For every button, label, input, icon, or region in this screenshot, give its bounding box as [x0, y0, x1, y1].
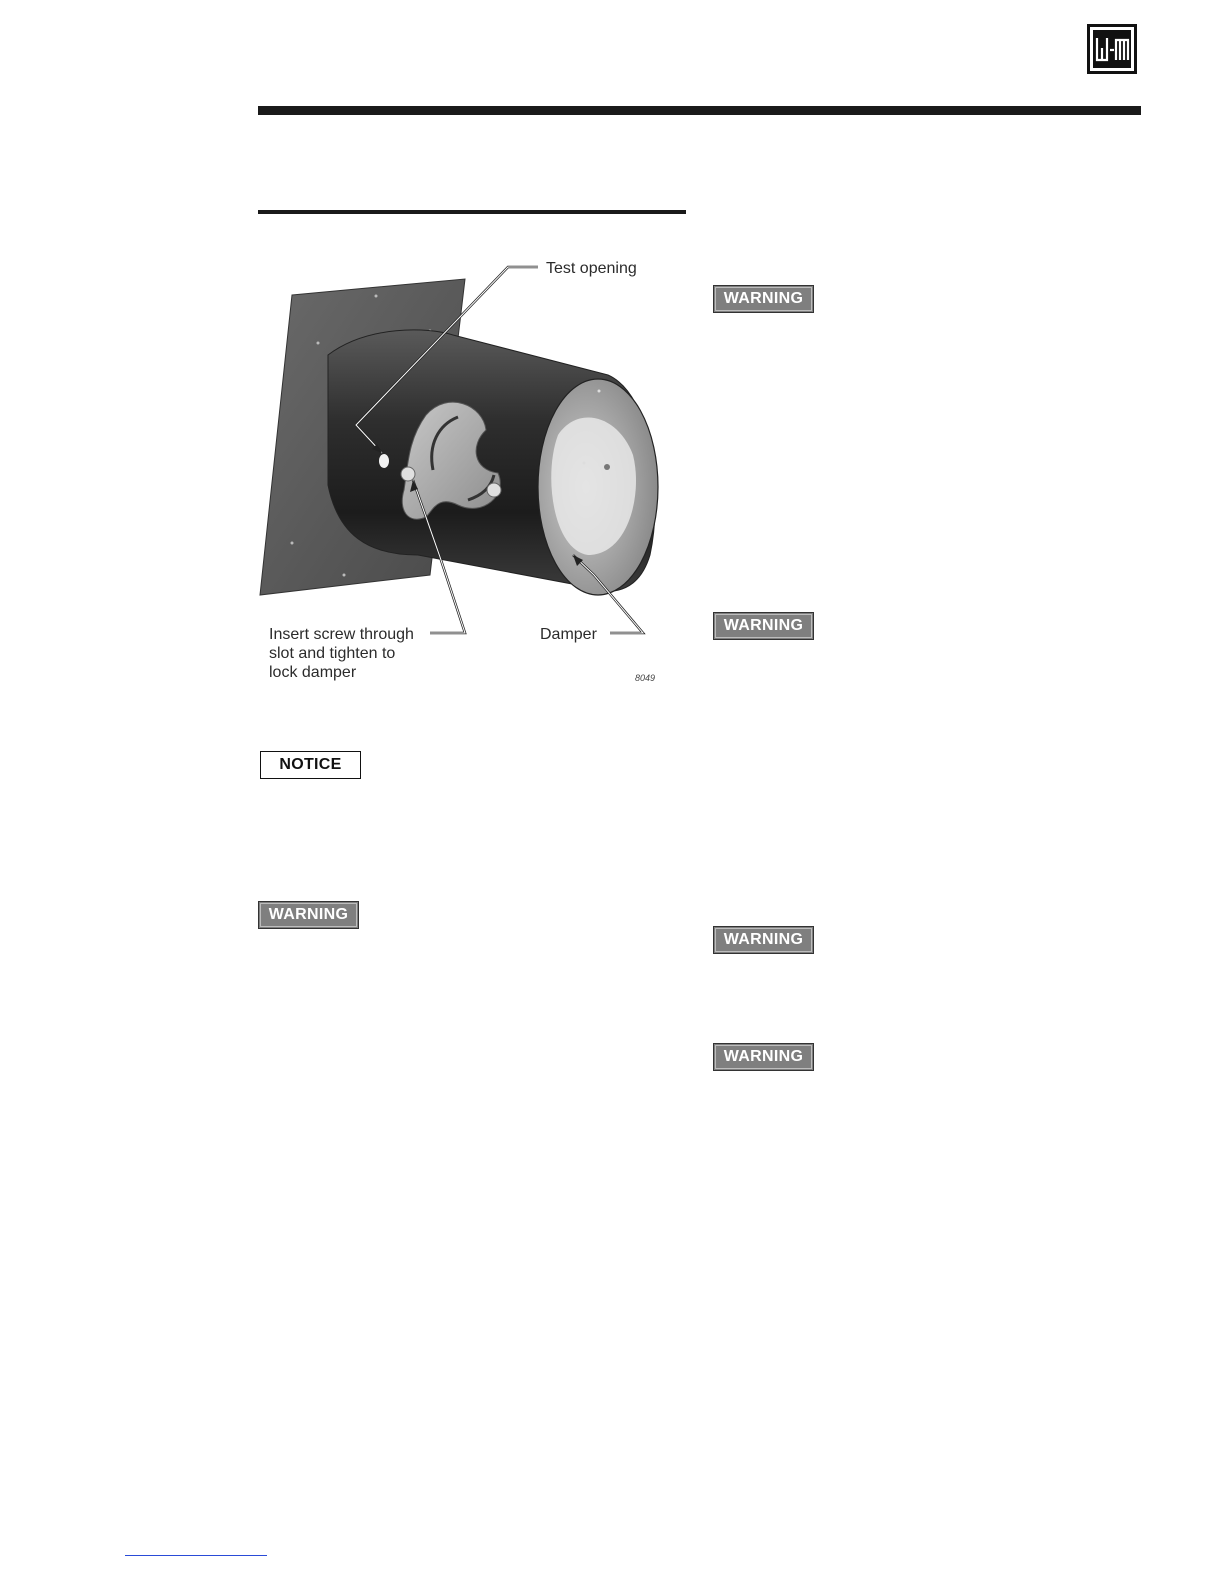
company-logo	[1087, 24, 1137, 74]
notice-badge	[260, 751, 361, 779]
warning-badge-right-1	[713, 285, 814, 313]
warning-badge-label: WARNING	[723, 931, 804, 948]
section-rule	[258, 210, 686, 214]
warning-badge-right-4	[713, 1043, 814, 1071]
warning-badge-label: WARNING	[268, 906, 349, 923]
warning-badge-right-3	[713, 926, 814, 954]
header-rule	[258, 106, 1141, 115]
warning-badge-right-2	[713, 612, 814, 640]
label-insert-line2: slot and tighten to	[269, 645, 396, 662]
notice-badge-label: NOTICE	[279, 756, 342, 773]
label-insert-line3: lock damper	[269, 664, 357, 681]
label-test-opening: Test opening	[546, 260, 637, 277]
label-insert-line1: Insert screw through	[269, 626, 414, 643]
warning-badge-label: WARNING	[723, 1048, 804, 1065]
logo-mark	[1093, 30, 1131, 68]
vent-damper-figure	[258, 255, 665, 685]
warning-badge-label: WARNING	[723, 617, 804, 634]
footer-link[interactable]	[125, 1555, 267, 1556]
test-opening-hole	[379, 454, 389, 468]
logo-glyph	[1093, 30, 1131, 68]
label-damper: Damper	[540, 626, 597, 643]
bracket-screw-1	[401, 467, 415, 481]
warning-badge-left	[258, 901, 359, 929]
warning-badge-label: WARNING	[723, 290, 804, 307]
bracket-screw-2	[487, 483, 501, 497]
figure-number: 8049	[635, 673, 656, 683]
